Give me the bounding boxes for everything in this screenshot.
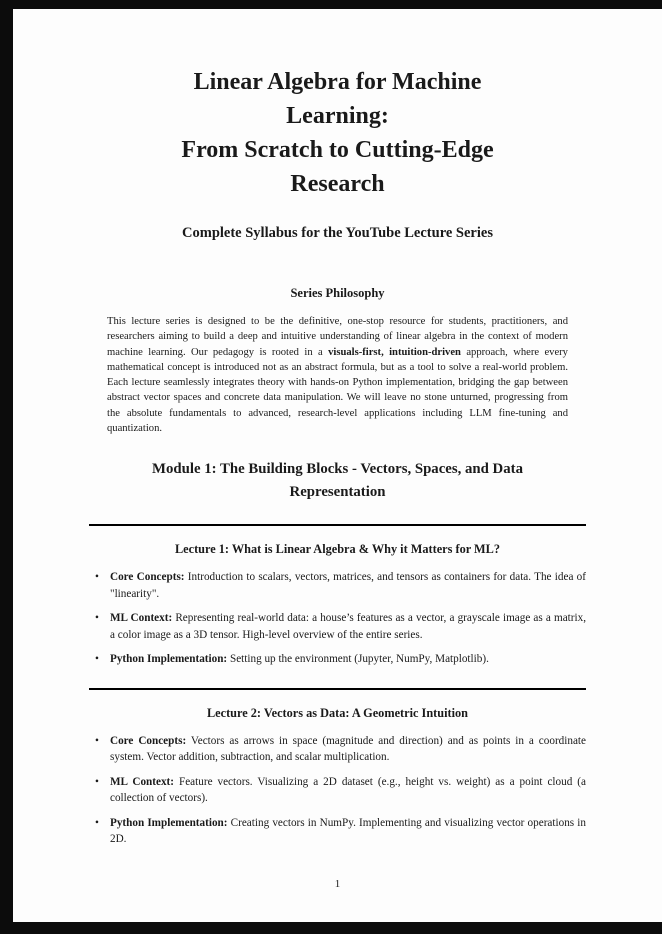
bullet-icon: • [95, 571, 99, 584]
bullet-label: Python Implementation: [110, 816, 228, 829]
lecture-1-heading: Lecture 1: What is Linear Algebra & Why it Matters for ML? [174, 542, 501, 557]
philosophy-text-bold: visuals-first, intuition-driven [328, 346, 461, 358]
document-title-line-3: From Scratch to Cutting-Edge [181, 137, 494, 163]
bullet-label: ML Context: [110, 775, 175, 788]
bullet-icon: • [95, 734, 99, 747]
divider [89, 524, 586, 526]
lecture-2-bullet-list [89, 733, 586, 848]
bullet-icon: • [95, 816, 99, 829]
list-item [89, 610, 586, 643]
list-item [89, 733, 586, 766]
bullet-icon: • [95, 612, 99, 625]
bullet-text: Setting up the environment (Jupyter, NumPy, Matplotlib). [227, 653, 489, 666]
bullet-text: Vectors as arrows in space (magnitude and direction) and as points in a coordinate system. Vector addition, subtraction, and scalar multiplication. [110, 734, 587, 764]
bullet-icon: • [95, 653, 99, 666]
philosophy-text-post: approach, where every mathematical concept is introduced not as an abstract formula, but as a tool to solve a real-world problem. Each lecture seamlessly integrates theory with hands-on Python implementation, bridging the gap between abstract vector spaces and concrete data manipulation. We will leave no stone unturned, progressing from the absolute fundamentals to advanced, research-level applications including LLM fine-tuning and quantization. [107, 346, 568, 435]
philosophy-paragraph [107, 314, 568, 436]
document-page [13, 9, 662, 922]
module-1-heading [89, 458, 586, 504]
module-1-heading-line-2: Representation [289, 484, 386, 501]
list-item [89, 651, 586, 668]
page-number: 1 [334, 878, 341, 890]
divider [89, 688, 586, 690]
list-item [89, 774, 586, 807]
section-heading-series-philosophy: Series Philosophy [290, 286, 385, 300]
bullet-text: Representing real-world data: a house’s features as a vector, a grayscale image as a matrix, a color image as a 3D tensor. High-level overview of the entire series. [110, 612, 586, 641]
document-title-line-1: Linear Algebra for Machine [193, 69, 482, 95]
philosophy-text-pre: This lecture series is designed to be the definitive, one-stop resource for students, practitioners, and researchers aiming to build a deep and intuitive understanding of linear algebra in the context of modern machine learning. Our pedagogy is rooted in a [107, 316, 568, 358]
bullet-text: Introduction to scalars, vectors, matrices, and tensors as containers for data. The idea of "linearity". [110, 571, 586, 600]
bullet-label: Core Concepts: [110, 734, 187, 747]
bullet-label: Core Concepts: [110, 571, 185, 584]
lecture-1-bullet-list [89, 569, 586, 668]
document-title-line-2: Learning: [286, 103, 389, 129]
list-item [89, 569, 586, 602]
module-1-heading-line-1: Module 1: The Building Blocks - Vectors, Spaces, and Data [152, 461, 523, 478]
bullet-text: Creating vectors in NumPy. Implementing and visualizing vector operations in 2D. [110, 816, 586, 846]
bullet-text: Feature vectors. Visualizing a 2D dataset (e.g., height vs. weight) as a point cloud (a collection of vectors). [110, 775, 586, 805]
document-title-line-4: Research [290, 171, 385, 197]
list-item [89, 815, 586, 848]
bullet-icon: • [95, 775, 99, 788]
bullet-label: Python Implementation: [110, 653, 228, 666]
lecture-2-heading: Lecture 2: Vectors as Data: A Geometric Intuition [206, 705, 469, 720]
bullet-label: ML Context: [110, 612, 173, 625]
document-subtitle: Complete Syllabus for the YouTube Lecture Series [182, 225, 493, 241]
document-title [89, 65, 586, 201]
